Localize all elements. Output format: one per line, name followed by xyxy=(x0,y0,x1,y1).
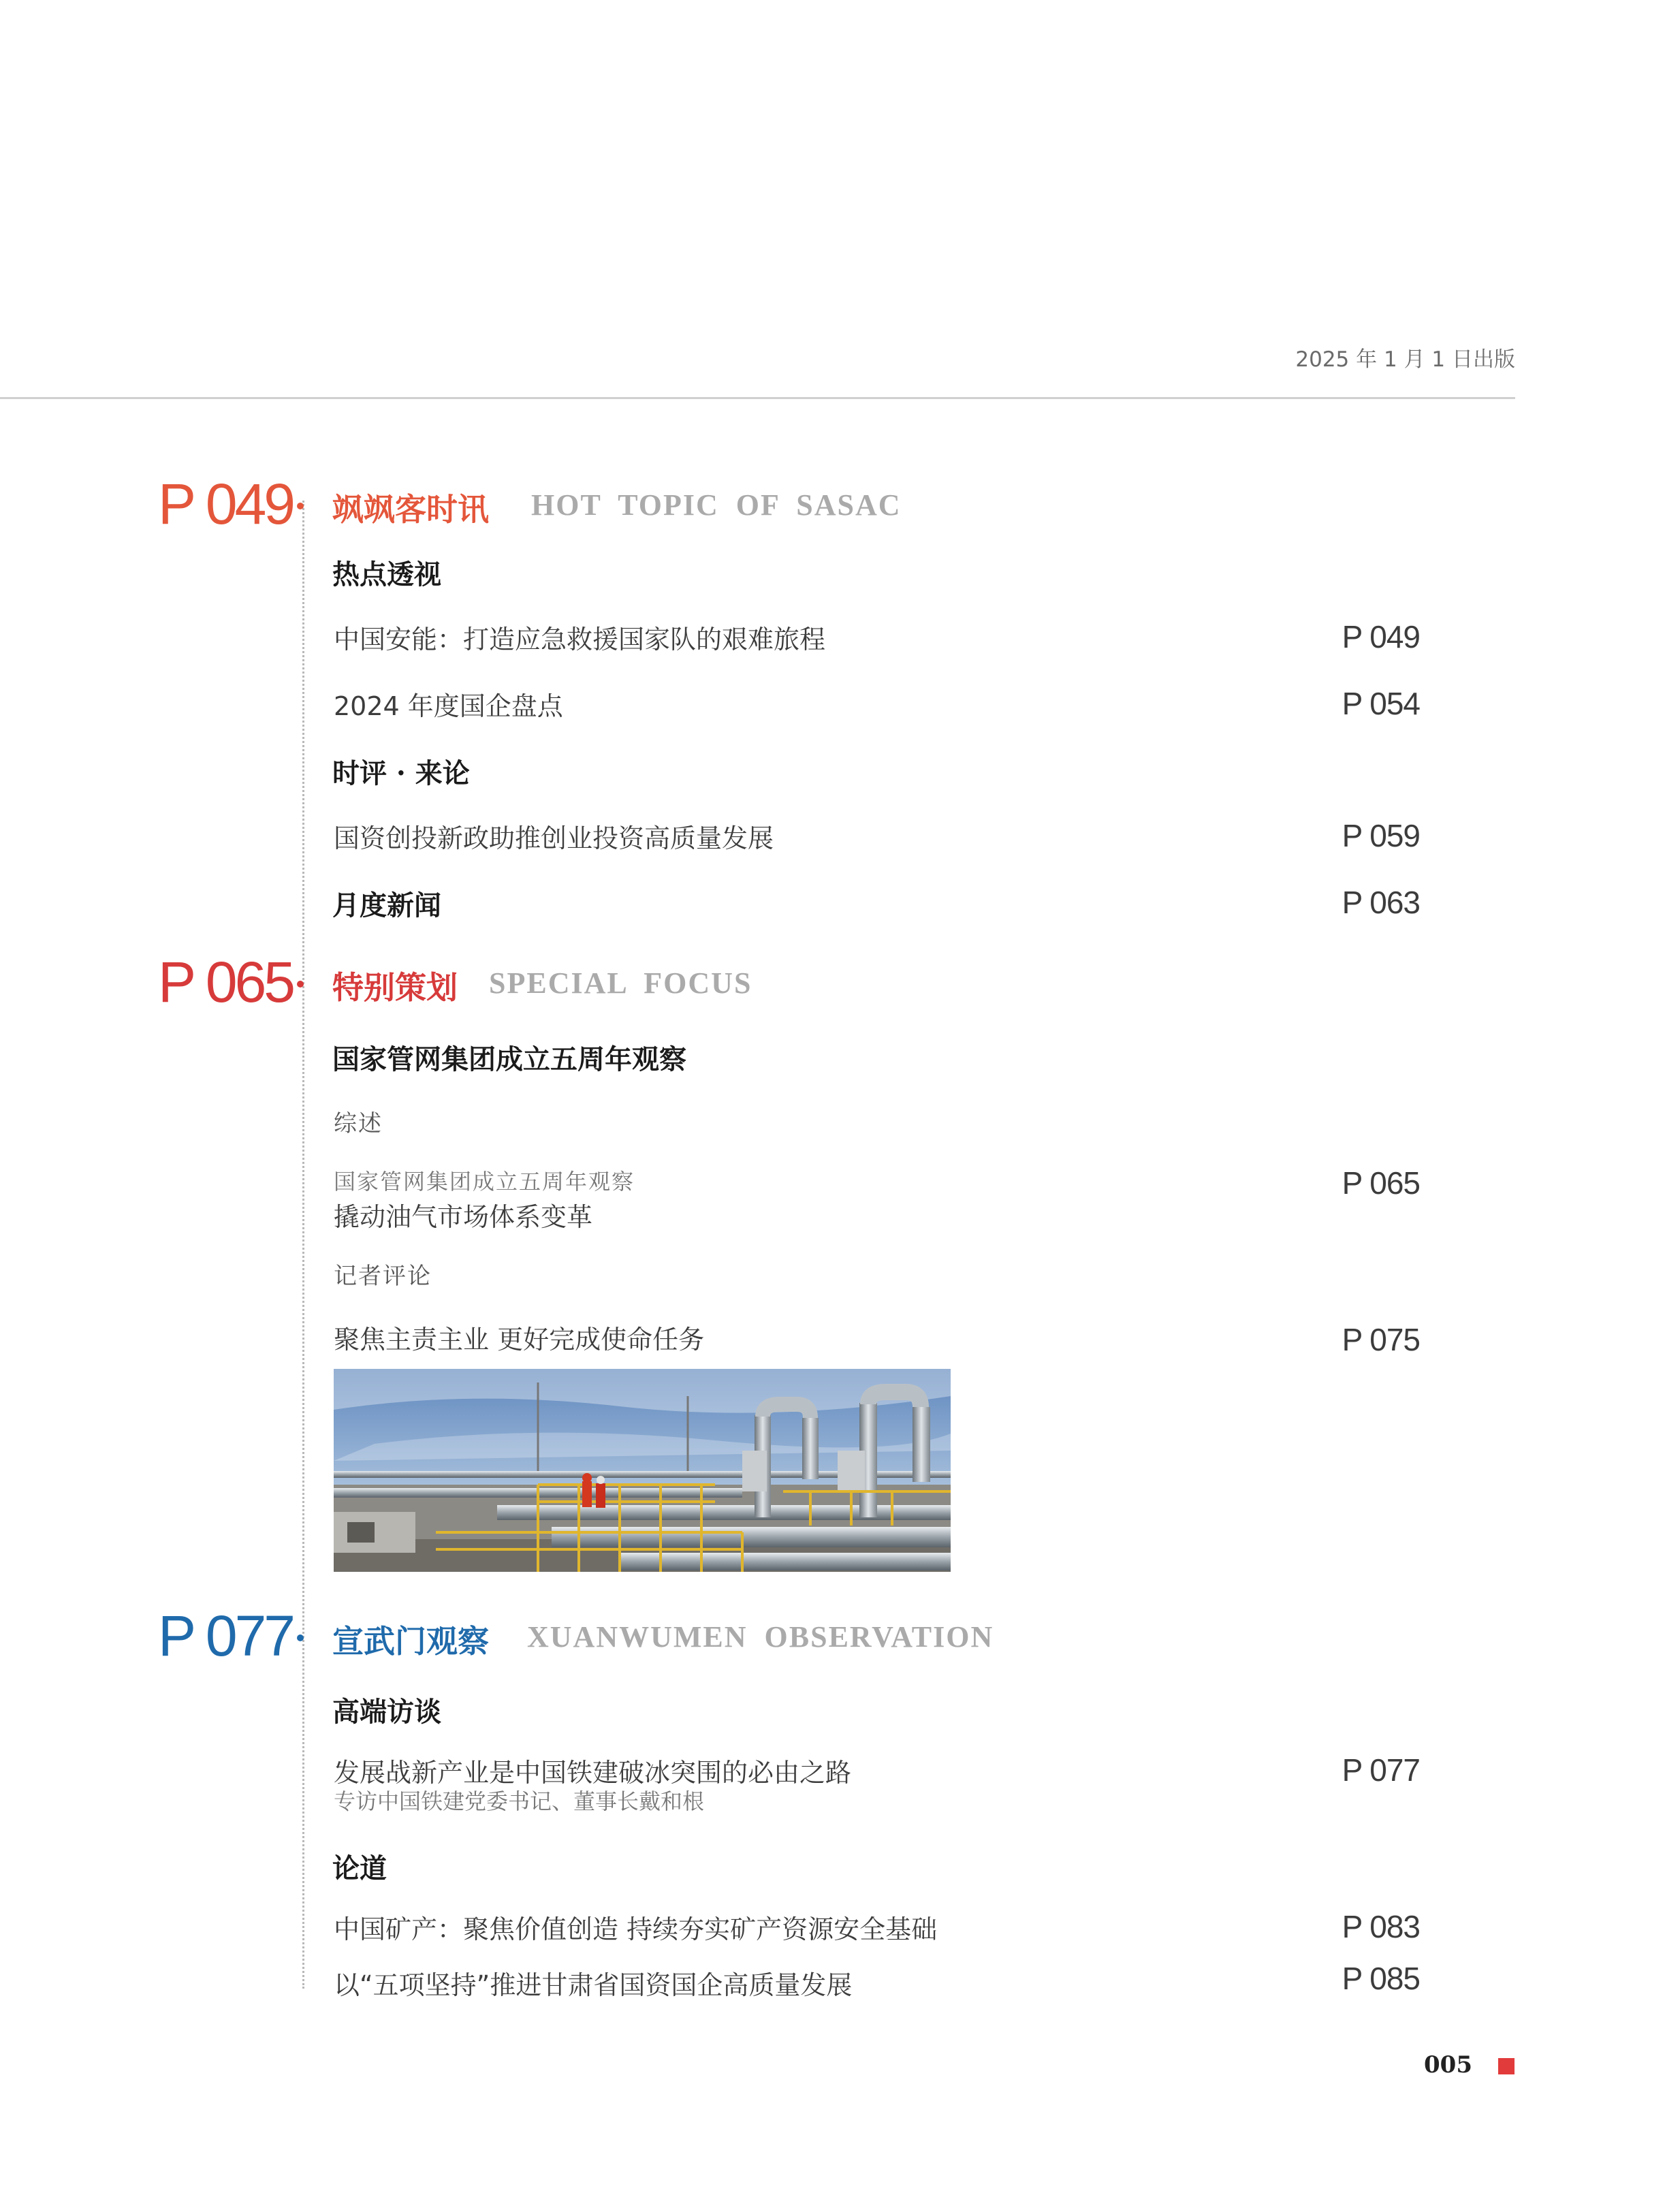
header-rule xyxy=(0,397,1515,399)
section-page-number[interactable]: P 077 xyxy=(158,1604,293,1668)
pipeline-facility-photo xyxy=(334,1369,951,1572)
section-title-cn: 特别策划 xyxy=(332,969,458,1006)
toc-entry-title[interactable]: 中国安能：打造应急救援国家队的艰难旅程 xyxy=(334,625,826,654)
folio-marker xyxy=(1498,2058,1515,2074)
subsection-heading: 国家管网集团成立五周年观察 xyxy=(332,1043,686,1075)
section-title-en: HOT TOPIC OF SASAC xyxy=(531,488,902,522)
toc-entry-page[interactable]: P 077 xyxy=(1342,1752,1420,1788)
toc-entry-page[interactable]: P 054 xyxy=(1342,686,1420,721)
timeline-dotted-line xyxy=(302,501,304,1989)
section-page-number[interactable]: P 065 xyxy=(158,950,293,1014)
item-label: 记者评论 xyxy=(334,1263,432,1290)
toc-entry-page[interactable]: P 085 xyxy=(1342,1961,1420,1996)
section-title-en: SPECIAL FOCUS xyxy=(489,966,752,1000)
toc-entry-page[interactable]: P 075 xyxy=(1342,1322,1420,1357)
toc-entry-title[interactable]: 2024 年度国企盘点 xyxy=(334,691,563,721)
toc-entry-page[interactable]: P 063 xyxy=(1342,885,1420,920)
subsection-heading[interactable]: 月度新闻 xyxy=(332,889,441,921)
toc-entry-page[interactable]: P 049 xyxy=(1342,619,1420,654)
subsection-heading: 时评 · 来论 xyxy=(332,757,470,789)
section-dot xyxy=(297,503,304,509)
toc-entry-title[interactable]: 国资创投新政助推创业投资高质量发展 xyxy=(334,823,774,853)
toc-entry-title[interactable]: 中国矿产：聚焦价值创造 持续夯实矿产资源安全基础 xyxy=(334,1914,938,1944)
toc-entry-page[interactable]: P 059 xyxy=(1342,818,1420,853)
toc-entry-subtitle: 专访中国铁建党委书记、董事长戴和根 xyxy=(334,1788,705,1814)
section-title-cn: 宣武门观察 xyxy=(332,1623,489,1660)
toc-entry-title[interactable]: 撬动油气市场体系变革 xyxy=(334,1202,593,1232)
section-title-cn: 飒飒客时讯 xyxy=(332,491,489,528)
item-label: 综述 xyxy=(334,1110,383,1137)
section-title-en: XUANWUMEN OBSERVATION xyxy=(527,1620,994,1654)
toc-entry-page[interactable]: P 083 xyxy=(1342,1909,1420,1944)
section-dot xyxy=(297,981,304,988)
publication-date: 2025 年 1 月 1 日出版 xyxy=(1295,347,1515,372)
section-page-number[interactable]: P 049 xyxy=(158,472,293,536)
toc-entry-title[interactable]: 以“五项坚持”推进甘肃省国资国企高质量发展 xyxy=(334,1970,853,2000)
toc-entry-title[interactable]: 发展战新产业是中国铁建破冰突围的必由之路 xyxy=(334,1758,852,1788)
subsection-heading: 高端访谈 xyxy=(332,1696,441,1728)
subsection-heading: 热点透视 xyxy=(332,558,441,590)
subsection-heading: 论道 xyxy=(332,1852,387,1884)
page-folio: 005 xyxy=(1424,2051,1472,2079)
toc-entry-title[interactable]: 聚焦主责主业 更好完成使命任务 xyxy=(334,1325,705,1355)
toc-entry-kicker: 国家管网集团成立五周年观察 xyxy=(334,1169,635,1195)
section-dot xyxy=(297,1634,304,1641)
toc-entry-page[interactable]: P 065 xyxy=(1342,1165,1420,1201)
